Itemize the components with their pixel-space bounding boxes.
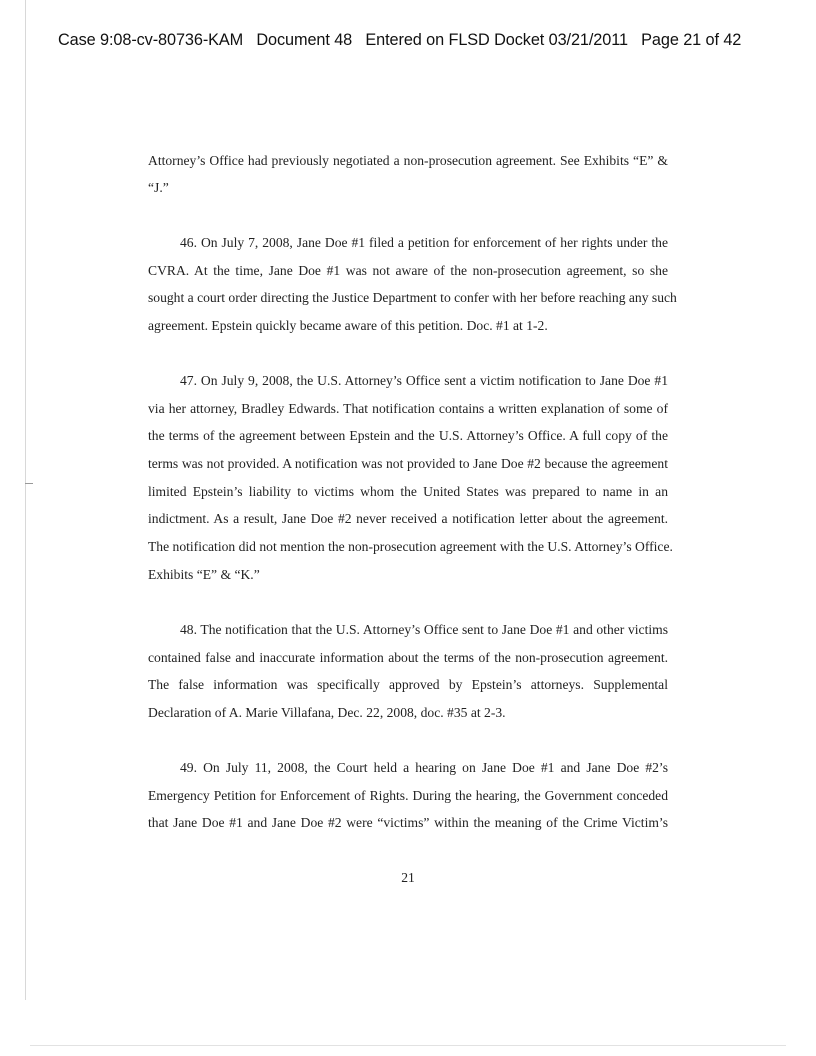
text-line: “J.”	[148, 180, 169, 195]
paragraph-46-start: 46. On July 7, 2008, Jane Doe #1 filed a petition for enforcement of her rights under the	[180, 235, 668, 250]
page-number: 21	[401, 870, 415, 885]
text-line: sought a court order directing the Justice Department to confer with her before reaching any such	[148, 290, 677, 305]
text-line: indictment. As a result, Jane Doe #2 never received a notification letter about the agreement.	[148, 511, 668, 526]
text-line: Declaration of A. Marie Villafana, Dec. 22, 2008, doc. #35 at 2-3.	[148, 705, 506, 720]
text-line: Exhibits “E” & “K.”	[148, 567, 260, 582]
text-line: The false information was specifically approved by Epstein’s attorneys. Supplemental	[148, 677, 668, 692]
text-line: the terms of the agreement between Epstein and the U.S. Attorney’s Office. A full copy of the	[148, 428, 668, 443]
text-line: Emergency Petition for Enforcement of Rights. During the hearing, the Government conceded	[148, 788, 668, 803]
docket-header: Case 9:08-cv-80736-KAM Document 48 Entered on FLSD Docket 03/21/2011 Page 21 of 42	[58, 31, 742, 49]
text-line: agreement. Epstein quickly became aware of this petition. Doc. #1 at 1-2.	[148, 318, 548, 333]
paragraph-49-start: 49. On July 11, 2008, the Court held a hearing on Jane Doe #1 and Jane Doe #2’s	[180, 760, 668, 775]
text-line: Attorney’s Office had previously negotiated a non-prosecution agreement. See Exhibits “E” &	[148, 153, 668, 168]
text-line: CVRA. At the time, Jane Doe #1 was not aware of the non-prosecution agreement, so she	[148, 263, 668, 278]
text-line: that Jane Doe #1 and Jane Doe #2 were “victims” within the meaning of the Crime Victim’s	[148, 815, 668, 830]
text-line: limited Epstein’s liability to victims whom the United States was prepared to name in an	[148, 484, 668, 499]
text-line: contained false and inaccurate information about the terms of the non-prosecution agreement.	[148, 650, 668, 665]
text-line: terms was not provided. A notification was not provided to Jane Doe #2 because the agreement	[148, 456, 668, 471]
paragraph-48-start: 48. The notification that the U.S. Attorney’s Office sent to Jane Doe #1 and other victims	[180, 622, 668, 637]
scan-bottom-edge	[30, 1045, 786, 1046]
scan-mark	[25, 483, 33, 484]
text-line: via her attorney, Bradley Edwards. That notification contains a written explanation of some of	[148, 401, 668, 416]
paragraph-47-start: 47. On July 9, 2008, the U.S. Attorney’s Office sent a victim notification to Jane Doe #1	[180, 373, 668, 388]
scan-left-edge	[25, 0, 26, 1000]
text-line: The notification did not mention the non-prosecution agreement with the U.S. Attorney’s Office.	[148, 539, 673, 554]
